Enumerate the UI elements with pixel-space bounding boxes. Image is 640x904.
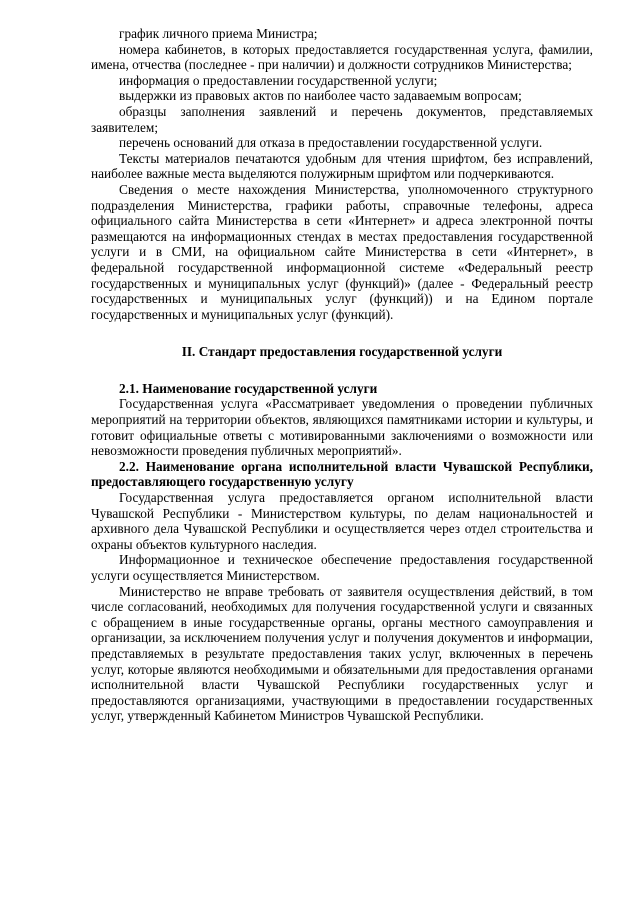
- list-item: выдержки из правовых актов по наиболее часто задаваемым вопросам;: [119, 88, 522, 104]
- list-item: номера кабинетов, в которых предоставляется государственная услуга, фамилии, имена, отчества (последнее - при наличии) и должности сотрудников Министерства;: [91, 41, 593, 73]
- subsection-text-2-1: Государственная услуга «Рассматривает уведомления о проведении публичных мероприятий на территории объектов, являющихся памятниками истории и культуры, и готовит официальные ответы с мотивированными заключениями о возможности или невозможности проведения публичных мероприятий».: [91, 396, 593, 459]
- subsection-heading-2-1: 2.1. Наименование государственной услуги: [119, 380, 378, 396]
- subsection-text-2-2-c: Министерство не вправе требовать от заявителя осуществления действий, в том числе согласований, необходимых для получения государственной услуги и связанных с обращением в иные государственные органы, органы местного самоуправления и организации, за исключением получения услуг и получения документов и информации, представляемых в результате предоставления таких услуг, включенных в перечень услуг, которые являются необходимыми и обязательными для предоставления органами исполнительной власти Чувашской Республики государственных услуг и предоставляются организациями, участвующими в предоставлении государственных услуг, утвержденный Кабинетом Министров Чувашской Республики.: [91, 583, 593, 724]
- section-title: II. Стандарт предоставления государственной услуги: [181, 344, 503, 360]
- list-item: график личного приема Министра;: [119, 26, 318, 41]
- list-item: информация о предоставлении государственной услуги;: [119, 72, 438, 88]
- subsection-text-2-2-a: Государственная услуга предоставляется органом исполнительной власти Чувашской Республики - Министерством культуры, по делам национальностей и архивного дела Чувашской Республики и осуществляется через отдел строительства и охраны объектов культурного наследия.: [91, 490, 593, 552]
- list-item: перечень оснований для отказа в предоставлении государственной услуги.: [119, 135, 543, 151]
- subsection-heading-2-2: 2.2. Наименование органа исполнительной власти Чувашской Республики, предоставляющего государственную услугу: [91, 458, 593, 490]
- paragraph-location: Сведения о месте нахождения Министерства, уполномоченного структурного подразделения Министерства, графики работы, справочные телефоны, адреса официального сайта Министерства в сети «Интернет» и адреса электронной почты размещаются на информационных стендах в местах предоставления государственной услуги и в СМИ, на официальном сайте Министерства в сети «Интернет», в федеральной государственной информационной системе «Федеральный реестр государственных и муниципальных услуг (функций)» (далее - Федеральный реестр государственных и муниципальных услуг (функций)) и на Едином портале государственных и муниципальных услуг (функций).: [91, 181, 593, 322]
- list-item: образцы заполнения заявлений и перечень документов, представляемых заявителем;: [91, 103, 593, 135]
- subsection-text-2-2-b: Информационное и техническое обеспечение предоставления государственной услуги осуществляется Министерством.: [91, 552, 593, 583]
- paragraph-fonts: Тексты материалов печатаются удобным для чтения шрифтом, без исправлений, наиболее важные места выделяются полужирным шрифтом или подчеркиваются.: [91, 150, 593, 182]
